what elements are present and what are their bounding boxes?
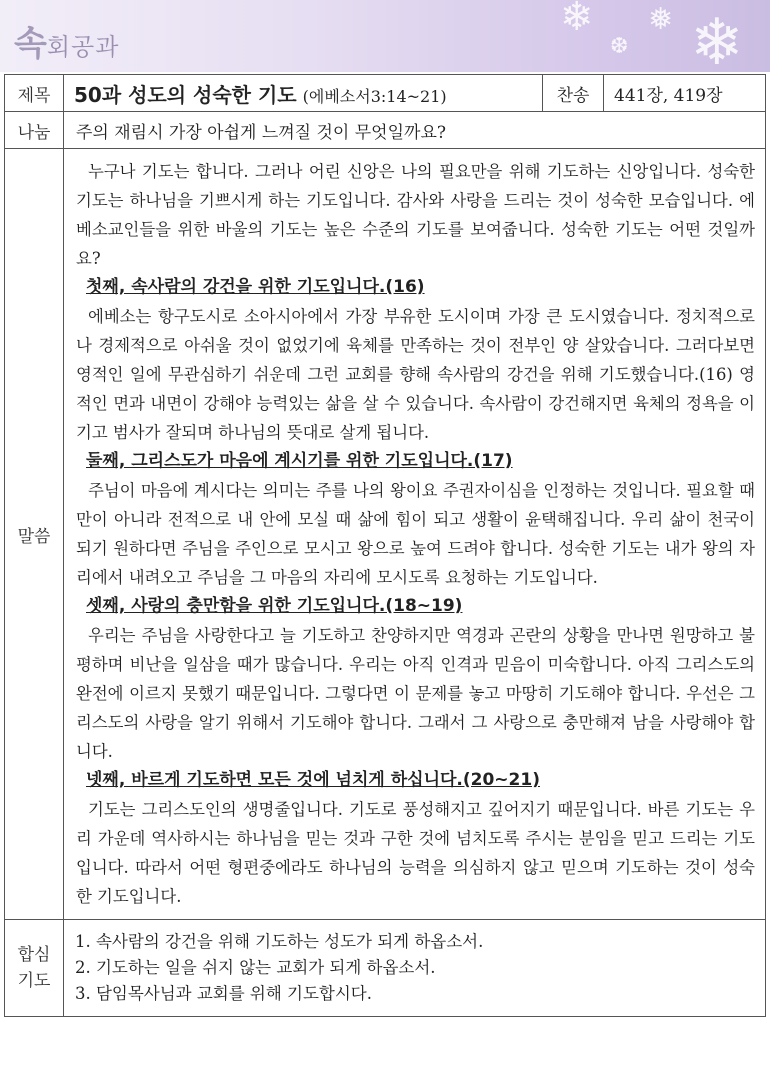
section-heading: 첫째, 속사람의 강건을 위한 기도입니다.(16) bbox=[86, 277, 425, 297]
page-title-rest: 회공과 bbox=[46, 33, 120, 61]
share-question: 주의 재림시 가장 아쉽게 느껴질 것이 무엇일까요? bbox=[64, 112, 766, 149]
page-title-big: 속 bbox=[14, 24, 47, 64]
prayer-label bbox=[5, 920, 64, 1017]
section-heading: 셋째, 사랑의 충만함을 위한 기도입니다.(18~19) bbox=[86, 596, 463, 616]
hymn-numbers: 441장, 419장 bbox=[604, 75, 766, 112]
snowflake-icon: ❄ bbox=[560, 0, 594, 40]
section-paragraph: 주님이 마음에 계시다는 의미는 주를 나의 왕이요 주권자이심을 인정하는 것입니다. 필요할 때만이 아니라 전적으로 내 안에 모실 때 삶에 힘이 되고 생활이 윤택해집니다. 우리 삶이 천국이 되기 원하다면 주님을 주인으로 모시고 왕으로 높여 드려야 합니다. 성숙한 기도는 내가 왕의 자리에서 내려오고 주님을 그 마음의 자리에 모시도록 요청하는 기도입니다. bbox=[76, 481, 755, 587]
prayer-item: 1. 속사람의 강건을 위해 기도하는 성도가 되게 하옵소서. bbox=[75, 932, 484, 951]
header-banner bbox=[0, 0, 770, 72]
word-label: 말씀 bbox=[5, 149, 64, 920]
sermon-body bbox=[64, 149, 766, 920]
section-heading: 넷째, 바르게 기도하면 모든 것에 넘치게 하십니다.(20~21) bbox=[86, 770, 540, 790]
prayer-item: 2. 기도하는 일을 쉬지 않는 교회가 되게 하옵소서. bbox=[75, 958, 436, 977]
prayer-list bbox=[65, 921, 764, 1015]
snowflake-icon: ❄ bbox=[690, 6, 744, 72]
snowflake-icon: ❆ bbox=[610, 34, 629, 59]
prayer-label-line1: 합심 bbox=[17, 945, 51, 965]
prayer-list-cell bbox=[64, 920, 766, 1017]
hymn-label: 찬송 bbox=[543, 75, 604, 112]
prayer-item: 3. 담임목사님과 교회를 위해 기도합시다. bbox=[75, 984, 372, 1003]
intro-paragraph: 누구나 기도는 합니다. 그러나 어린 신앙은 나의 필요만을 위해 기도하는 신앙입니다. 성숙한 기도는 하나님을 기쁘시게 하는 기도입니다. 감사와 사랑을 드리는 것이 성숙한 모습입니다. 에베소교인들을 위한 바울의 기도는 높은 수준의 기도를 보여줍니다. 성숙한 기도는 어떤 것일까요? bbox=[76, 162, 755, 268]
scripture-reference: (에베소서3:14~21) bbox=[302, 86, 447, 106]
section-paragraph: 기도는 그리스도인의 생명줄입니다. 기도로 풍성해지고 깊어지기 때문입니다. 바른 기도는 우리 가운데 역사하시는 하나님을 믿는 것과 구한 것에 넘치도록 주시는 분임을 믿고 드리는 기도입니다. 따라서 어떤 형편중에라도 하나님의 능력을 의심하지 않고 믿으며 기도하는 것이 성숙한 기도입니다. bbox=[76, 800, 755, 906]
lesson-title-cell bbox=[64, 75, 543, 112]
snowflake-icon: ❅ bbox=[648, 2, 674, 37]
page-title bbox=[14, 16, 119, 65]
section-paragraph: 에베소는 항구도시로 소아시아에서 가장 부유한 도시이며 가장 큰 도시였습니다. 정치적으로나 경제적으로 아쉬울 것이 없었기에 육체를 만족하는 것이 전부인 양 살았습니다. 그러다보면 영적인 일에 무관심하기 쉬운데 그런 교회를 향해 속사람의 강건을 위해 기도했습니다.(16) 영적인 면과 내면이 강해야 능력있는 삶을 살 수 있습니다. 속사람이 강건해지면 육체의 정욕을 이기고 범사가 잘되며 하나님의 뜻대로 살게 됩니다. bbox=[76, 307, 755, 442]
section-heading: 둘째, 그리스도가 마음에 계시기를 위한 기도입니다.(17) bbox=[86, 451, 513, 471]
lesson-title: 50과 성도의 성숙한 기도 bbox=[74, 82, 297, 107]
section-paragraph: 우리는 주님을 사랑한다고 늘 기도하고 찬양하지만 역경과 곤란의 상황을 만나면 원망하고 불평하며 비난을 일삼을 때가 많습니다. 우리는 아직 인격과 믿음이 미숙합니다. 아직 그리스도의 완전에 이르지 못했기 때문입니다. 그렇다면 이 문제를 놓고 마땅히 기도해야 합니다. 우선은 그리스도의 사랑을 알기 위해서 기도해야 합니다. 그래서 그 사랑으로 충만해져 남을 사랑해야 합니다. bbox=[76, 626, 755, 761]
lesson-table bbox=[4, 74, 766, 1017]
title-label: 제목 bbox=[5, 75, 64, 112]
prayer-label-line2: 기도 bbox=[17, 971, 51, 991]
share-label: 나눔 bbox=[5, 112, 64, 149]
